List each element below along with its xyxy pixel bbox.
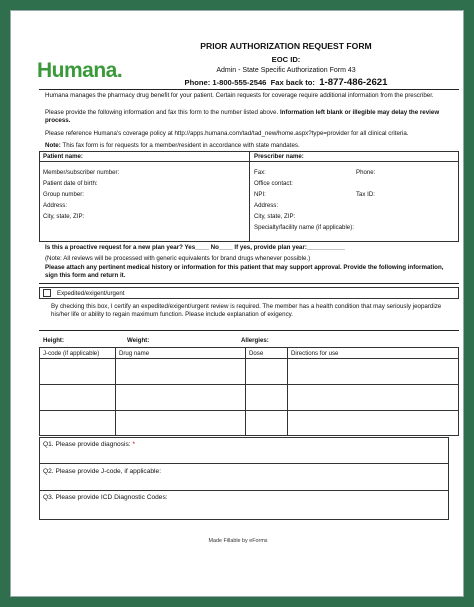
diagnosis-question-label: Q1. Please provide diagnosis: [43, 441, 131, 448]
form-subtitle: Admin - State Specific Authorization Form 43 [216, 67, 356, 74]
form-page [10, 10, 464, 597]
dose-column-header: Dose [249, 350, 264, 357]
proactive-question[interactable]: Is this a proactive request for a new plan year? Yes____ No____ If yes, provide plan year:___________ [45, 244, 345, 251]
icd-codes-question[interactable]: Q3. Please provide ICD Diagnostic Codes: [43, 494, 168, 501]
coverage-policy-text: Please reference Humana's coverage policy at http://apps.humana.com/tad/tad_new/home.aspx?type=provider for all clinical criteria. [45, 130, 409, 137]
expedite-certification: By checking this box, I certify an expedited/exigent/urgent review is required. The member has a health condition that may seriously jeopardize his/her life or ability to regain maximum function. Please include explanation of exigency. [51, 303, 442, 319]
note-label: Note: [45, 142, 61, 149]
table-divider [249, 151, 250, 242]
weight-field[interactable]: Weight: [127, 337, 150, 344]
intro-paragraph: Humana manages the pharmacy drug benefit for your patient. Certain requests for coverage require additional information from the prescriber. [45, 92, 434, 99]
expedite-label: Expedited/exigent/urgent [57, 290, 125, 297]
drug-table-header-line [39, 358, 459, 359]
specialty-field[interactable]: Specialty/facility name (if applicable): [254, 224, 354, 231]
footer-credit: Made Fillable by eForms [208, 538, 268, 544]
instructions-paragraph [45, 109, 455, 126]
generic-note: (Note: All reviews will be processed with generic equivalents for brand drugs whenever possible.) [45, 255, 311, 262]
prescriber-phone-field[interactable]: Phone: [356, 169, 376, 176]
patient-city-field[interactable]: City, state, ZIP: [43, 213, 85, 220]
contact-line [161, 77, 411, 88]
fax-label: Fax back to: [270, 78, 315, 87]
prescriber-city-field[interactable]: City, state, ZIP: [254, 213, 296, 220]
form-title: PRIOR AUTHORIZATION REQUEST FORM [200, 41, 372, 51]
office-contact-field[interactable]: Office contact: [254, 180, 293, 187]
phone-label: Phone: 1-800-555-2546 [184, 78, 267, 87]
height-field[interactable]: Height: [43, 337, 64, 344]
patient-address-field[interactable]: Address: [43, 202, 68, 209]
member-number-field[interactable]: Member/subscriber number: [43, 169, 120, 176]
section-rule [39, 283, 459, 284]
required-marker: * [132, 441, 136, 448]
instructions-warning: Information left blank or illegible may delay the review process. [45, 109, 440, 125]
group-number-field[interactable]: Group number: [43, 191, 84, 198]
questions-box [39, 437, 449, 520]
patient-dob-field[interactable]: Patient date of birth: [43, 180, 98, 187]
expedite-checkbox[interactable] [43, 289, 51, 297]
header-rule [39, 89, 459, 90]
section-rule [39, 330, 459, 331]
tax-id-field[interactable]: Tax ID: [356, 191, 375, 198]
drug-table-column-line [287, 347, 288, 436]
humana-logo: Humana. [37, 59, 123, 82]
patient-name-label[interactable]: Patient name: [43, 153, 83, 160]
drug-table-column-line [115, 347, 116, 436]
attach-instructions: Please attach any pertinent medical history or information for this patient that may support approval. Provide the following information, sign this form and return it. [45, 264, 444, 280]
drug-table-column-line [245, 347, 246, 436]
directions-column-header: Directions for use [291, 350, 339, 357]
prescriber-fax-field[interactable]: Fax: [254, 169, 266, 176]
eoc-id-label: EOC ID: [271, 55, 301, 64]
diagnosis-question[interactable] [43, 441, 135, 448]
questions-divider [39, 463, 449, 464]
allergies-field[interactable]: Allergies: [241, 337, 269, 344]
fax-number: 1-877-486-2621 [319, 77, 388, 88]
npi-field[interactable]: NPI: [254, 191, 266, 198]
jcode-column-header: J-code (if applicable) [43, 350, 100, 357]
jcode-question[interactable]: Q2. Please provide J-code, if applicable: [43, 468, 162, 475]
drug-table [39, 347, 459, 436]
prescriber-address-field[interactable]: Address: [254, 202, 279, 209]
questions-divider [39, 490, 449, 491]
drug-name-column-header: Drug name [119, 350, 150, 357]
prescriber-name-label[interactable]: Prescriber name: [254, 153, 304, 160]
note-line [45, 142, 455, 150]
drug-table-row-line [39, 410, 459, 411]
instructions-text: Please provide the following information and fax this form to the number listed above. [45, 109, 279, 116]
note-text: This fax form is for requests for a member/resident in accordance with state mandates. [62, 142, 300, 149]
drug-table-row-line [39, 384, 459, 385]
